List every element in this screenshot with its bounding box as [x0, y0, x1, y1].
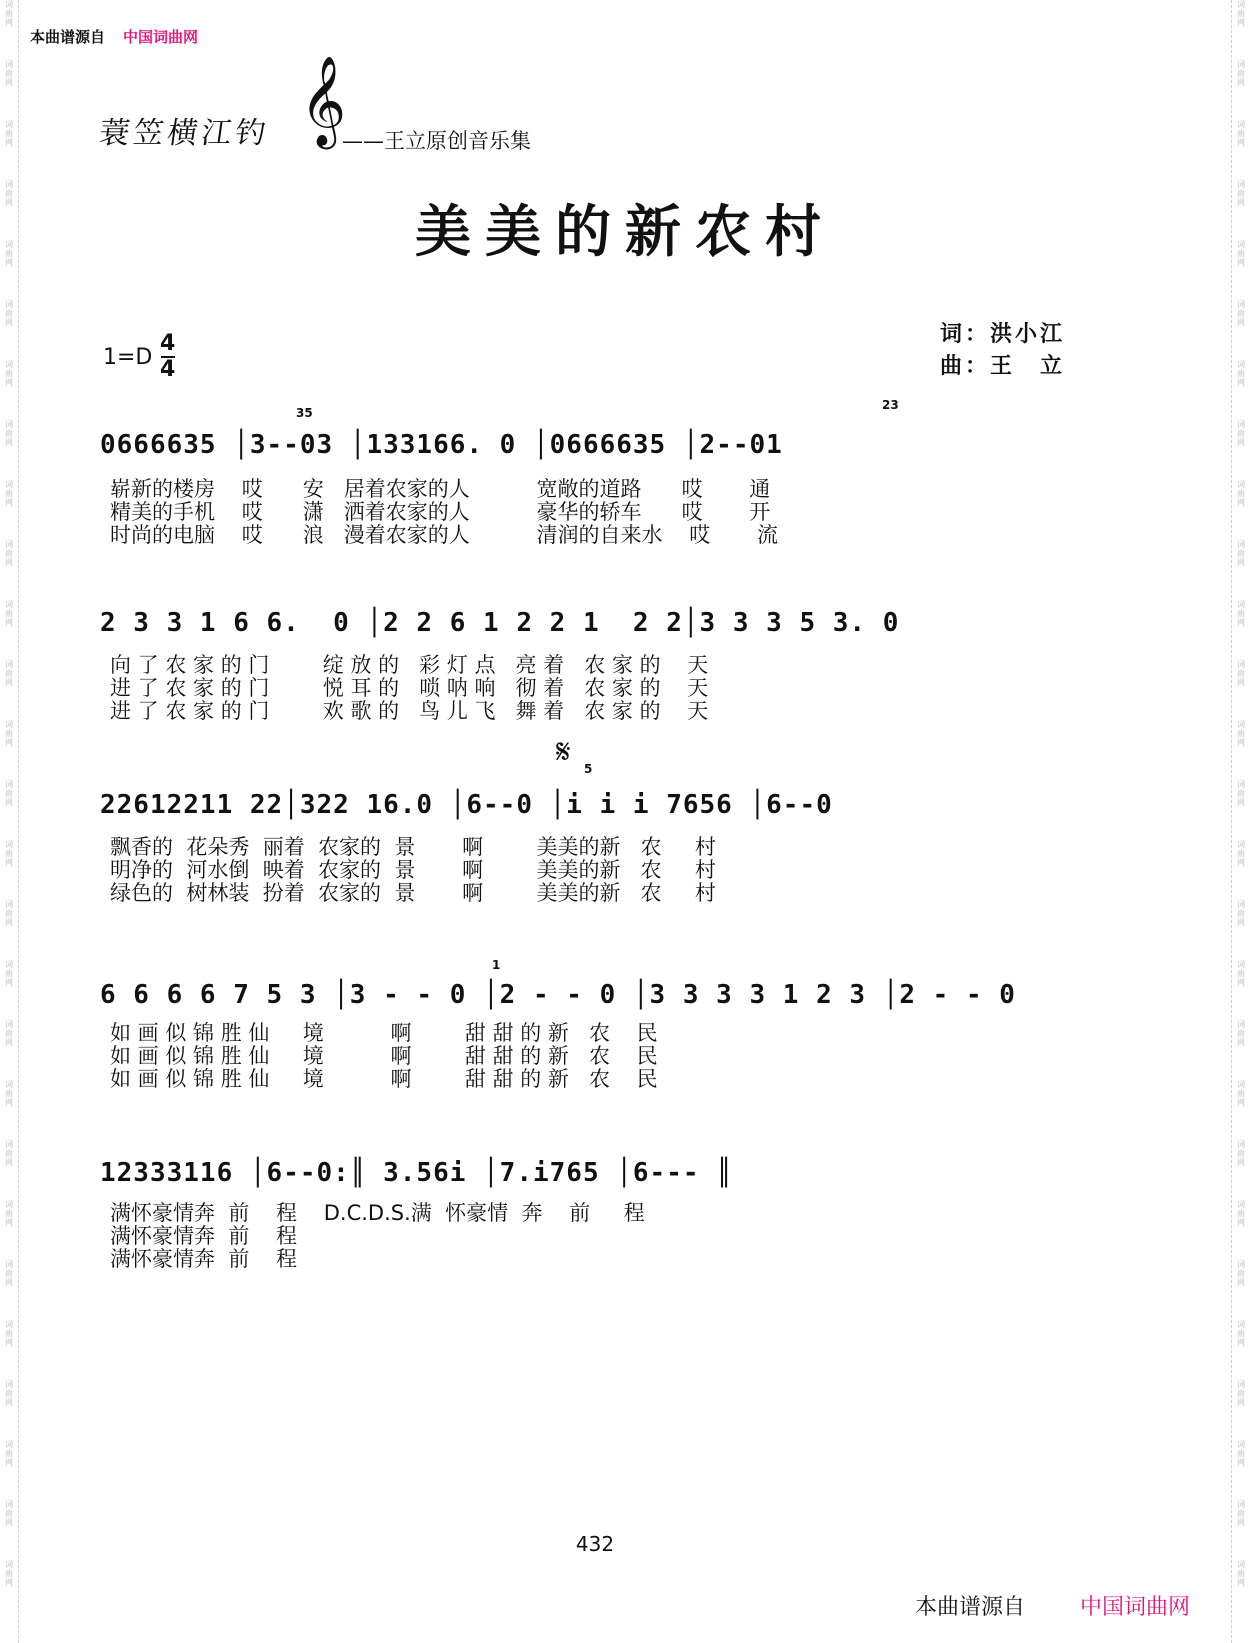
watermark-text: 词 曲 网: [5, 1020, 13, 1047]
series-title: 蓑笠横江钓: [97, 116, 272, 151]
watermark-text: 词 曲 网: [1237, 300, 1245, 327]
lyric-verse-3: 绿色的 树林装 扮着 农家的 景 啊 美美的新 农 村: [110, 881, 716, 905]
lyric-verse-3: 如 画 似 锦 胜 仙 境 啊 甜 甜 的 新 农 民: [110, 1067, 658, 1091]
collection-subtitle: ——王立原创音乐集: [342, 129, 531, 153]
segno-icon: 𝄋: [556, 732, 571, 772]
watermark-text: 词 曲 网: [5, 480, 13, 507]
watermark-text: 词 曲 网: [1237, 480, 1245, 507]
watermark-text: 词 曲 网: [5, 60, 13, 87]
chord-mark: 23: [882, 398, 899, 412]
watermark-text: 词 曲 网: [1237, 420, 1245, 447]
watermark-text: 词 曲 网: [1237, 1200, 1245, 1227]
watermark-text: 词 曲 网: [5, 180, 13, 207]
composer: 曲：王 立: [940, 353, 1066, 379]
watermark-text: 词 曲 网: [5, 840, 13, 867]
watermark-text: 词 曲 网: [5, 600, 13, 627]
notation-line: 0666635 │3--03 │133166. 0 │0666635 │2--01: [100, 430, 783, 460]
watermark-text: 词 曲 网: [1237, 780, 1245, 807]
watermark-text: 词 曲 网: [5, 1500, 13, 1527]
watermark-text: 词 曲 网: [1237, 180, 1245, 207]
notation-line: 22612211 22│322 16.0 │6--0 │i i i 7656 │6--0: [100, 790, 833, 820]
lyric-verse-2: 明净的 河水倒 映着 农家的 景 啊 美美的新 农 村: [110, 858, 716, 882]
watermark-text: 词 曲 网: [5, 1260, 13, 1287]
lyric-verse-2: 进 了 农 家 的 门 悦 耳 的 唢 呐 响 彻 着 农 家 的 天: [110, 676, 709, 700]
watermark-text: 词 曲 网: [5, 900, 13, 927]
watermark-text: 词 曲 网: [5, 1080, 13, 1107]
watermark-text: 词 曲 网: [5, 300, 13, 327]
watermark-text: 词 曲 网: [1237, 240, 1245, 267]
lyric-verse-1: 飘香的 花朵秀 丽着 农家的 景 啊 美美的新 农 村: [110, 835, 716, 859]
lyric-verse-1: 向 了 农 家 的 门 绽 放 的 彩 灯 点 亮 着 农 家 的 天: [110, 653, 709, 677]
page-number: 432: [575, 1532, 615, 1556]
watermark-text: 词 曲 网: [1237, 1020, 1245, 1047]
watermark-text: 词 曲 网: [1237, 120, 1245, 147]
time-bottom: 4: [160, 357, 176, 382]
lyric-verse-2: 满怀豪情奔 前 程: [110, 1224, 298, 1248]
watermark-text: 词 曲 网: [5, 660, 13, 687]
watermark-text: 词 曲 网: [5, 420, 13, 447]
credits: [940, 318, 1065, 382]
watermark-text: 词 曲 网: [1237, 600, 1245, 627]
watermark-text: 词 曲 网: [5, 360, 13, 387]
watermark-text: 词 曲 网: [5, 120, 13, 147]
source-site: 中国词曲网: [1080, 1595, 1191, 1620]
watermark-text: 词 曲 网: [1237, 360, 1245, 387]
notation-line: 6 6 6 6 7 5 3 │3 - - 0 │2 - - 0 │3 3 3 3 1 2 3 │2 - - 0: [100, 980, 1016, 1010]
watermark-text: 词 曲 网: [1237, 1500, 1245, 1527]
watermark-text: 词 曲 网: [5, 1560, 13, 1587]
watermark-text: 词 曲 网: [1237, 720, 1245, 747]
watermark-text: 词 曲 网: [5, 1200, 13, 1227]
chord-mark: 35: [296, 406, 313, 420]
watermark-text: 词 曲 网: [5, 1140, 13, 1167]
treble-clef-icon: 𝄞: [300, 56, 347, 146]
watermark-text: 词 曲 网: [1237, 1560, 1245, 1587]
watermark-text: 词 曲 网: [1237, 1140, 1245, 1167]
lyric-verse-3: 满怀豪情奔 前 程: [110, 1247, 298, 1271]
watermark-text: 词 曲 网: [1237, 840, 1245, 867]
watermark-text: 词 曲 网: [5, 1380, 13, 1407]
watermark-text: 词 曲 网: [5, 1440, 13, 1467]
watermark-text: 词 曲 网: [1237, 1080, 1245, 1107]
lyric-verse-3: 进 了 农 家 的 门 欢 歌 的 鸟 儿 飞 舞 着 农 家 的 天: [110, 699, 709, 723]
watermark-text: 词 曲 网: [1237, 540, 1245, 567]
source-footer: [915, 1590, 1190, 1621]
watermark-text: 词 曲 网: [5, 240, 13, 267]
notation-line: 2 3 3 1 6 6. 0 │2 2 6 1 2 2 1 2 2│3 3 3 5 3. 0: [100, 608, 900, 638]
watermark-text: 词 曲 网: [1237, 1260, 1245, 1287]
time-top: 4: [160, 331, 176, 356]
watermark-text: 词 曲 网: [1237, 1440, 1245, 1467]
lyric-verse-3: 时尚的电脑 哎 浪 漫着农家的人 清润的自来水 哎 流: [110, 523, 778, 547]
source-site: 中国词曲网: [123, 28, 199, 46]
time-signature: [160, 333, 175, 381]
key-signature: 1=D: [103, 345, 153, 370]
watermark-text: 词 曲 网: [1237, 1320, 1245, 1347]
notation-line: 12333116 │6--0:║ 3.56i │7.i765 │6--- ║: [100, 1158, 733, 1188]
watermark-text: 词 曲 网: [5, 540, 13, 567]
watermark-text: 词 曲 网: [1237, 60, 1245, 87]
lyric-verse-2: 精美的手机 哎 潇 洒着农家的人 豪华的轿车 哎 开: [110, 500, 771, 524]
source-header: [30, 26, 198, 47]
watermark-text: 词 曲 网: [5, 720, 13, 747]
watermark-text: 词 曲 网: [1237, 0, 1245, 27]
lyricist: 词：洪小江: [940, 321, 1066, 347]
watermark-text: 词 曲 网: [1237, 960, 1245, 987]
lyric-verse-1: 如 画 似 锦 胜 仙 境 啊 甜 甜 的 新 农 民: [110, 1021, 658, 1045]
source-label: 本曲谱源自: [30, 28, 106, 46]
watermark-text: 词 曲 网: [1237, 1380, 1245, 1407]
chord-mark: 1: [492, 958, 501, 972]
watermark-text: 词 曲 网: [5, 1320, 13, 1347]
lyric-verse-1: 满怀豪情奔 前 程 D.C.D.S.满 怀豪情 奔 前 程: [110, 1201, 645, 1225]
lyric-verse-1: 崭新的楼房 哎 安 居着农家的人 宽敞的道路 哎 通: [110, 477, 771, 501]
watermark-text: 词 曲 网: [5, 780, 13, 807]
song-title: 美美的新农村: [415, 199, 835, 265]
watermark-text: 词 曲 网: [5, 960, 13, 987]
watermark-text: 词 曲 网: [1237, 660, 1245, 687]
chord-mark: 5: [584, 762, 593, 776]
lyric-verse-2: 如 画 似 锦 胜 仙 境 啊 甜 甜 的 新 农 民: [110, 1044, 658, 1068]
watermark-text: 词 曲 网: [1237, 900, 1245, 927]
source-label: 本曲谱源自: [915, 1595, 1026, 1620]
watermark-text: 词 曲 网: [5, 0, 13, 27]
